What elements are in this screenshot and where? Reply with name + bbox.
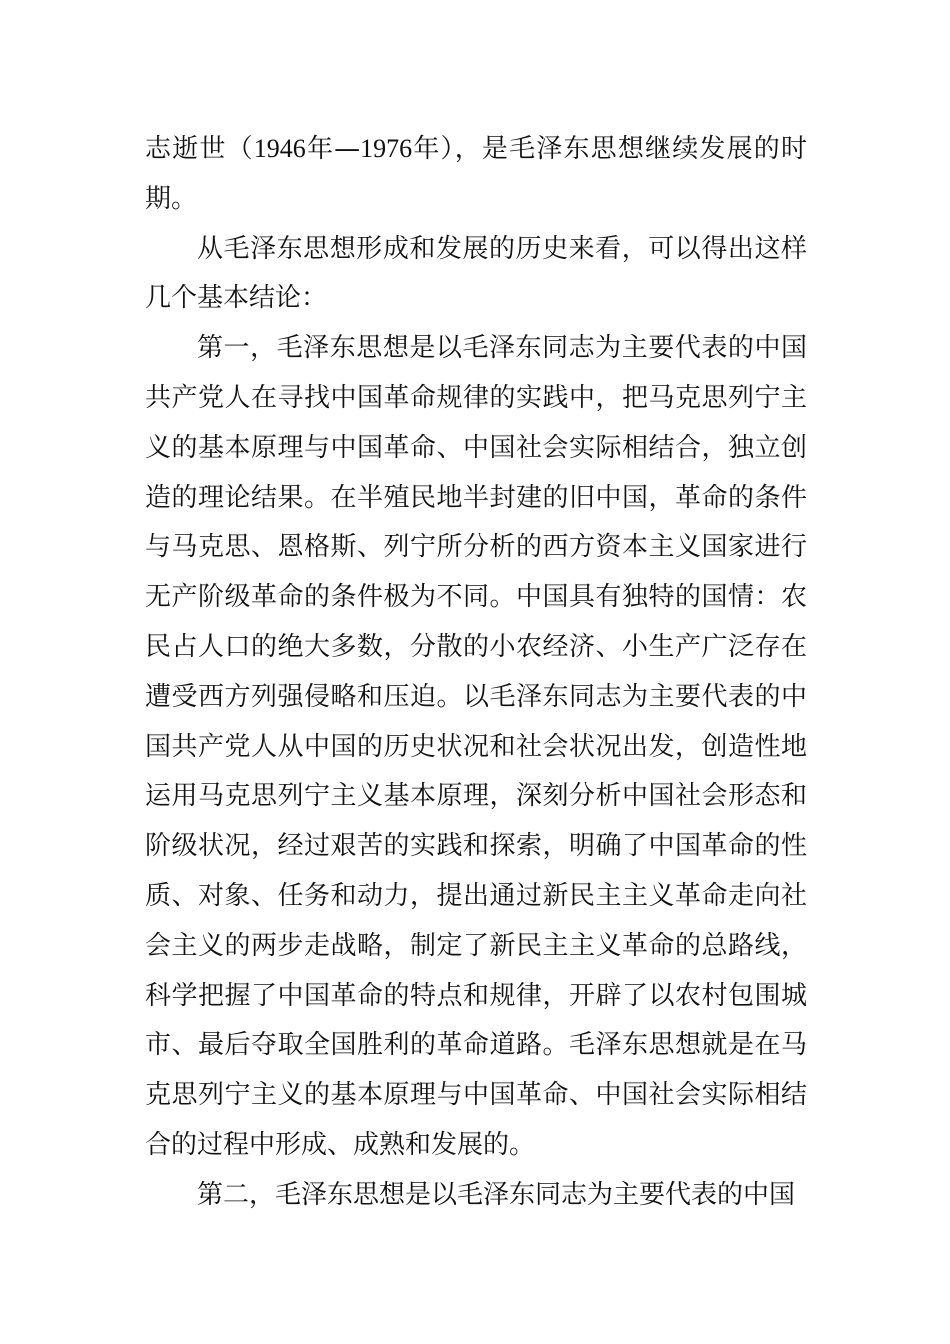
year-number: 1946 <box>253 134 306 163</box>
paragraph-conclusion-one: 第一，毛泽东思想是以毛泽东同志为主要代表的中国共产党人在寻找中国革命规律的实践中，把马克思列宁主义的基本原理与中国革命、中国社会实际相结合，独立创造的理论结果。在半殖民地半封建的旧中国，革命的条件与马克思、恩格斯、列宁所分析的西方资本主义国家进行无产阶级革命的条件极为不同。中国具有独特的国情：农民占人口的绝大多数，分散的小农经济、小生产广泛存在遭受西方列强侵略和压迫。以毛泽东同志为主要代表的中国共产党人从中国的历史状况和社会状况出发，创造性地运用马克思列宁主义基本原理，深刻分析中国社会形态和阶级状况，经过艰苦的实践和探索，明确了中国革命的性质、对象、任务和动力，提出通过新民主主义革命走向社会主义的两步走战略，制定了新民主主义革命的总路线，科学把握了中国革命的特点和规律，开辟了以农村包围城市、最后夺取全国胜利的革命道路。毛泽东思想就是在马克思列宁主义的基本原理与中国革命、中国社会实际相结合的过程中形成、成熟和发展的。 <box>145 333 807 1160</box>
paragraph-conclusion-two: 第二，毛泽东思想是以毛泽东同志为主要代表的中国 <box>197 1179 796 1210</box>
year-number: 1976 <box>360 134 413 163</box>
document-body <box>145 124 807 1221</box>
paragraph-continuation: 志逝世（1946年—1976年），是毛泽东思想继续发展的时期。 <box>145 134 807 214</box>
paragraph-conclusions-intro: 从毛泽东思想形成和发展的历史来看，可以得出这样几个基本结论： <box>145 233 807 314</box>
